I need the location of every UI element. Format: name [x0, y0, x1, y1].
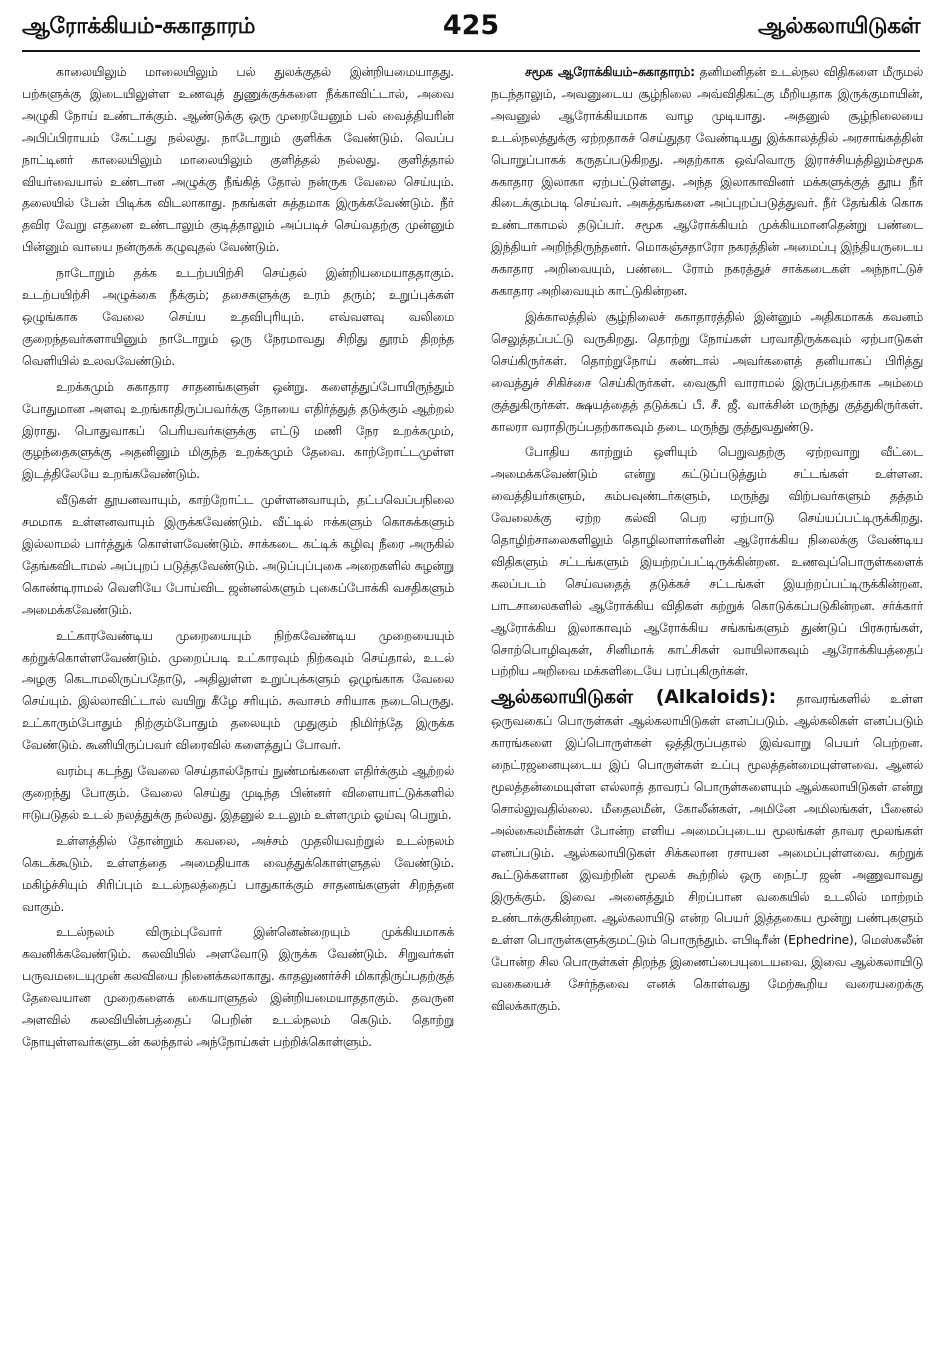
right-column	[491, 62, 923, 1352]
left-paragraph-overwork: வரம்பு கடந்து வேலை செய்தால்நோய் நுண்மங்களை எதிர்க்கும் ஆற்றல் குறைந்து போகும். வேலை செய்து முடிந்த பின்னர் விளையாட்டுக்களில் ஈடுபடுதல் உடல் நலத்துக்கு நல்லது. இதனுல் உடலும் உள்ளமும் ஓய்வு பெறும்.	[22, 764, 454, 822]
right-intro-text: தனிமனிதன் உடல்நல விதிகளை மீருமல் நடந்தாலும், அவனுடைய சூழ்நிலை அவ்விதிகட்கு மீறியதாக இருக்குமாயின், அவனுல் ஆரோக்கியமாக வாழ முடியாது. அதனுல் சூழ்நிலையை உடல்நலத்துக்கு ஏற்றதாகச் செய்துதர வேண்டியது இக்காலத்தில் அரசாங்கத்தின் பொறுப்பாகக் கருதப்படுகிறது. அதற்காக ஒவ்வொரு இராச்சியத்திலும்சமூக சுகாதார இலாகா ஏற்பட்டுள்ளது. அந்த இலாகாவினர் மக்களுக்குத் தூய நீர் கிடைக்கும்படி செய்வர். அசுத்தங்களை அப்புறப்படுத்துவர். நீர் தேங்கிக் கொசு உண்டாகாமல் தடுப்பர். சமூக ஆரோக்கியம் முக்கியமானதென்று பண்டை இந்தியர் அறிந்திருந்தனர். மொகஞ்சதாரோ நகரத்தின் அமைப்பு இந்தியருடைய சுகாதார அறிவையும், பண்டை ரோம் நகரத்துச் சாக்கடைகள் அந்நாட்டுச் சுகாதார அறிவையும் காட்டுகின்றன.	[491, 65, 923, 299]
right-paragraph-laws: போதிய காற்றும் ஒளியும் பெறுவதற்கு ஏற்றவாறு வீட்டை அமைக்கவேண்டும் என்று கட்டுப்படுத்தும் சட்டங்கள் உள்ளன. வைத்தியர்களும், கம்பவுண்டர்களும், மருந்து விற்பவர்களும் தத்தம் வேலைக்கு ஏற்ற கல்வி பெற ஏற்பாடு செய்யப்பட்டிருக்கிறது. தொழிற்சாலைகளிலும் தொழிலாளர்களின் ஆரோக்கிய நிலைக்கு வேண்டிய விதிகளும் சட்டங்களும் இயற்றப்பட்டிருக்கின்றன. உணவுப்பொருள்களைக் கலப்படம் செய்வதைத் தடுக்கச் சட்டங்கள் இயற்றப்பட்டிருக்கின்றன. பாடசாலைகளில் ஆரோக்கிய விதிகள் கற்றுக் கொடுக்கப்படுகின்றன. சர்க்கார் ஆரோக்கிய இலாகாவும் ஆரோக்கிய சங்கங்களும் துண்டுப் பிரசுரங்கள், சொற்பொழிவுகள், சினிமாக் காட்சிகள் வாயிலாகவும் ஆரோக்கியத்தைப் பற்றிய அறிவை மக்களிடையே பரப்புகிருர்கள்.	[491, 445, 923, 679]
left-paragraph-sleep: உறக்கமும் சுகாதார சாதனங்களுள் ஒன்று. களைத்துப்போயிருந்தும் போதுமான அளவு உறங்காதிருப்பவர்க்கு நோயை எதிர்த்துத் தடுக்கும் ஆற்றல் இராது. பொதுவாகப் பெரியவர்களுக்கு எட்டு மணி நேர உறக்கமும், குழந்தைகளுக்கு அதனினும் மிகுந்த உறக்கமும் தேவை. காற்றோட்டமுள்ள இடத்திலேயே உறங்கவேண்டும்.	[22, 379, 454, 482]
right-intro-paragraph	[491, 62, 923, 303]
left-paragraph-mind: உள்ளத்தில் தோன்றும் கவலை, அச்சம் முதலியவற்றுல் உடல்நலம் கெடக்கூடும். உள்ளத்தை அமைதியாக வைத்துக்கொள்ளுதல் வேண்டும். மகிழ்ச்சியும் சிரிப்பும் உடல்நலத்தைப் பாதுகாக்கும் சாதனங்களுள் சிறந்தன வாகும்.	[22, 833, 454, 914]
entry-text: தாவரங்களில் உள்ள ஒருவகைப் பொருள்கள் ஆல்கலாயிடுகள் எனப்படும். ஆல்கலிகள் எனப்படும் காரங்களை இப்பொருள்கள் ஒத்திருப்பதால் இவ்வாறு பெயர் பெற்றன. நைட்ரஜனையுடைய இப் பொருள்கள் உப்பு மூலத்தன்மையுள்ளவை. ஆனல் மூலத்தன்மையுள்ள எல்லாத் தாவரப் பொருள்களையும் ஆல்கலாயிடுகள் என்று சொல்லுவதில்லை. மீதைலமீன், கோலீன்கள், அமினே அமிலங்கள், பீனைல் அல்கைலமீன்கள் போன்ற எளிய அமைப்புடைய மூலங்கள் தாவர மூலங்கள் எனப்படும். ஆல்கலாயிடுகள் சிக்கலான ரசாயன அமைப்புள்ளவை. சுற்றுக் கூட்டுக்களான இவற்றின் மூலக் கூற்றில் ஒரு நைட்ர ஜன் அணுவாவது இருக்கும். இவை அனைத்தும் சிறப்பான வகையில் உடலில் மாற்றம் உண்டாக்குகின்றன. ஆல்கலாயிடு என்ற பெயர் இத்தகைய மூன்று பண்புகளும் உள்ள பொருள்களுக்குமட்டும் பொருந்தும். எபிடிரீன் (Ephedrine), மெஸ்கலீன் போன்ற சில பொருள்கள் திறந்த இணைப்பையுடையவை. இவை ஆல்கலாயிடு வகையைச் சேர்ந்தவை எனக் கொள்வது மேற்கூறிய வரையறைக்கு விலக்காகும்.	[491, 692, 923, 1014]
page-number: 425	[442, 10, 500, 41]
left-paragraph-exercise: நாடோறும் தக்க உடற்பயிற்சி செய்தல் இன்றியமையாததாகும். உடற்பயிற்சி அழுக்கை நீக்கும்; தசைகளுக்கு உரம் தரும்; உறுப்புக்கள் ஒழுங்காக வேலை செய்ய உதவிபுரியும். எவ்வளவு வலிமை குறைந்தவர்களாயினும் நாடோறும் ஒரு நேரமாவது சிறிது தூரம் திறந்த வெளியில் உலவவேண்டும்.	[22, 266, 454, 368]
left-paragraph-posture: உட்காரவேண்டிய முறையையும் நிற்கவேண்டிய முறையையும் கற்றுக்கொள்ளவேண்டும். முறைப்படி உட்காரவும் நிற்கவும் செய்தால், உடல் அழகு கெடாமலிருப்பதோடு, அதிலுள்ள உறுப்புக்களும் ஒழுங்காக வேலை செய்யும். இல்லாவிட்டால் வயிறு கீழே சரியும். சுவாசம் சரியாக நடைபெருது. உட்காரும்போதும் நிற்கும்போதும் தலையும் முதுகும் நிமிர்ந்தே இருக்க வேண்டும். கூனியிருப்பவர் விரைவில் களைத்துப் போவர்.	[22, 628, 454, 753]
entry-alkaloids	[491, 687, 923, 1018]
right-paragraph-sanitation: இக்காலத்தில் சூழ்நிலைச் சுகாதாரத்தில் இன்னும் அதிகமாகக் கவனம் செலுத்தப்பட்டு வருகிறது. தொற்று நோய்கள் பரவாதிருக்கவும் ஏற்பாடுகள் செய்கிருர்கள். தொற்றுநோய் கண்டால் அவர்களைத் தனியாகப் பிரித்து வைத்துச் சிகிச்சை செய்கிருர்கள். வைசூரி வாராமல் இருப்பதற்காக அம்மை குத்துகிருர்கள். க்ஷயத்தைத் தடுக்கப் பீ. சீ. ஜீ. வாக்சின் மருந்து குத்துகிருர்கள். காலரா வராதிருப்பதற்காகவும் தடை மருந்து குத்துவதுண்டு.	[491, 309, 923, 434]
header-left-title: ஆரோக்கியம்-சுகாதாரம்	[22, 14, 255, 39]
section-heading-social-health: சமூக ஆரோக்கியம்–சுகாதாரம்:	[525, 65, 695, 79]
left-paragraph-sex: உடல்நலம் விரும்புவோர் இன்னென்றையும் முக்கியமாகக் கவனிக்கவேண்டும். கலவியில் அளவோடு இருக்க வேண்டும். சிறுவர்கள் பருவமடையுமுன் கலவியை நினைக்கலாகாது. காதலுணர்ச்சி மிகாதிருப்பதற்குத் தேவையான முறைகளைக் கையாளுதல் இன்றியமையாததாகும். தவருன அளவில் கலவியின்பத்தைப் பெறின் உடல்நலம் கெடும். தொற்று நோயுள்ளவர்களுடன் கலந்தால் அந்நோய்கள் பற்றிக்கொள்ளும்.	[22, 925, 454, 1049]
left-paragraph-hygiene: காலையிலும் மாலையிலும் பல் துலக்குதல் இன்றியமையாதது. பற்களுக்கு இடையிலுள்ள உணவுத் துணுக்குக்களை நீக்காவிட்டால், அவை அழுகி நோய் உண்டாக்கும். ஆண்டுக்கு ஒரு முறையேனும் பல் வைத்தியரின் அபிப்பிராயம் கேட்பது நல்லது. நாடோறும் குளிக்க வேண்டும். வெப்ப நாட்டினர் காலையிலும் மாலையிலும் குளித்தல் நல்லது. குளித்தால் வியர்வையால் உண்டான அழுக்கு நீங்கித் தோல் நன்ருக வேலை செய்யும். தலையில் பேன் பிடிக்க விடலாகாது. நகங்கள் சுத்தமாக இருக்கவேண்டும். நீர் தவிர வேறு எதனை உண்டாலும் குடித்தாலும் அப்படிச் செய்வதற்கு முன்னும் பின்னும் வாயை நன்ருகக் கழுவுதல் வேண்டும்.	[22, 65, 454, 255]
entry-title: ஆல்கலாயிடுகள் (Alkaloids):	[491, 686, 777, 709]
page-header	[22, 10, 920, 52]
left-column	[22, 62, 454, 1352]
header-right-title: ஆல்கலாயிடுகள்	[757, 14, 920, 39]
left-paragraph-housing: வீடுகள் தூயனவாயும், காற்றோட்ட முள்ளனவாயும், தட்பவெப்பநிலை சமமாக உள்ளனவாயும் இருக்கவேண்டும். வீட்டில் ஈக்களும் கொசுக்களும் இல்லாமல் பார்த்துக் கொள்ளவேண்டும். சாக்கடை கட்டிக் கழிவு நீரை அருகில் தேங்கவிடாமல் அப்புறப் படுத்தவேண்டும். அடுப்புப்புகை அறைகளில் சுழன்று கொண்டிராமல் வெளியே போய்விட ஜன்னல்களும் புகைப்போக்கி வசதிகளும் அமைக்கவேண்டும்.	[22, 493, 454, 617]
